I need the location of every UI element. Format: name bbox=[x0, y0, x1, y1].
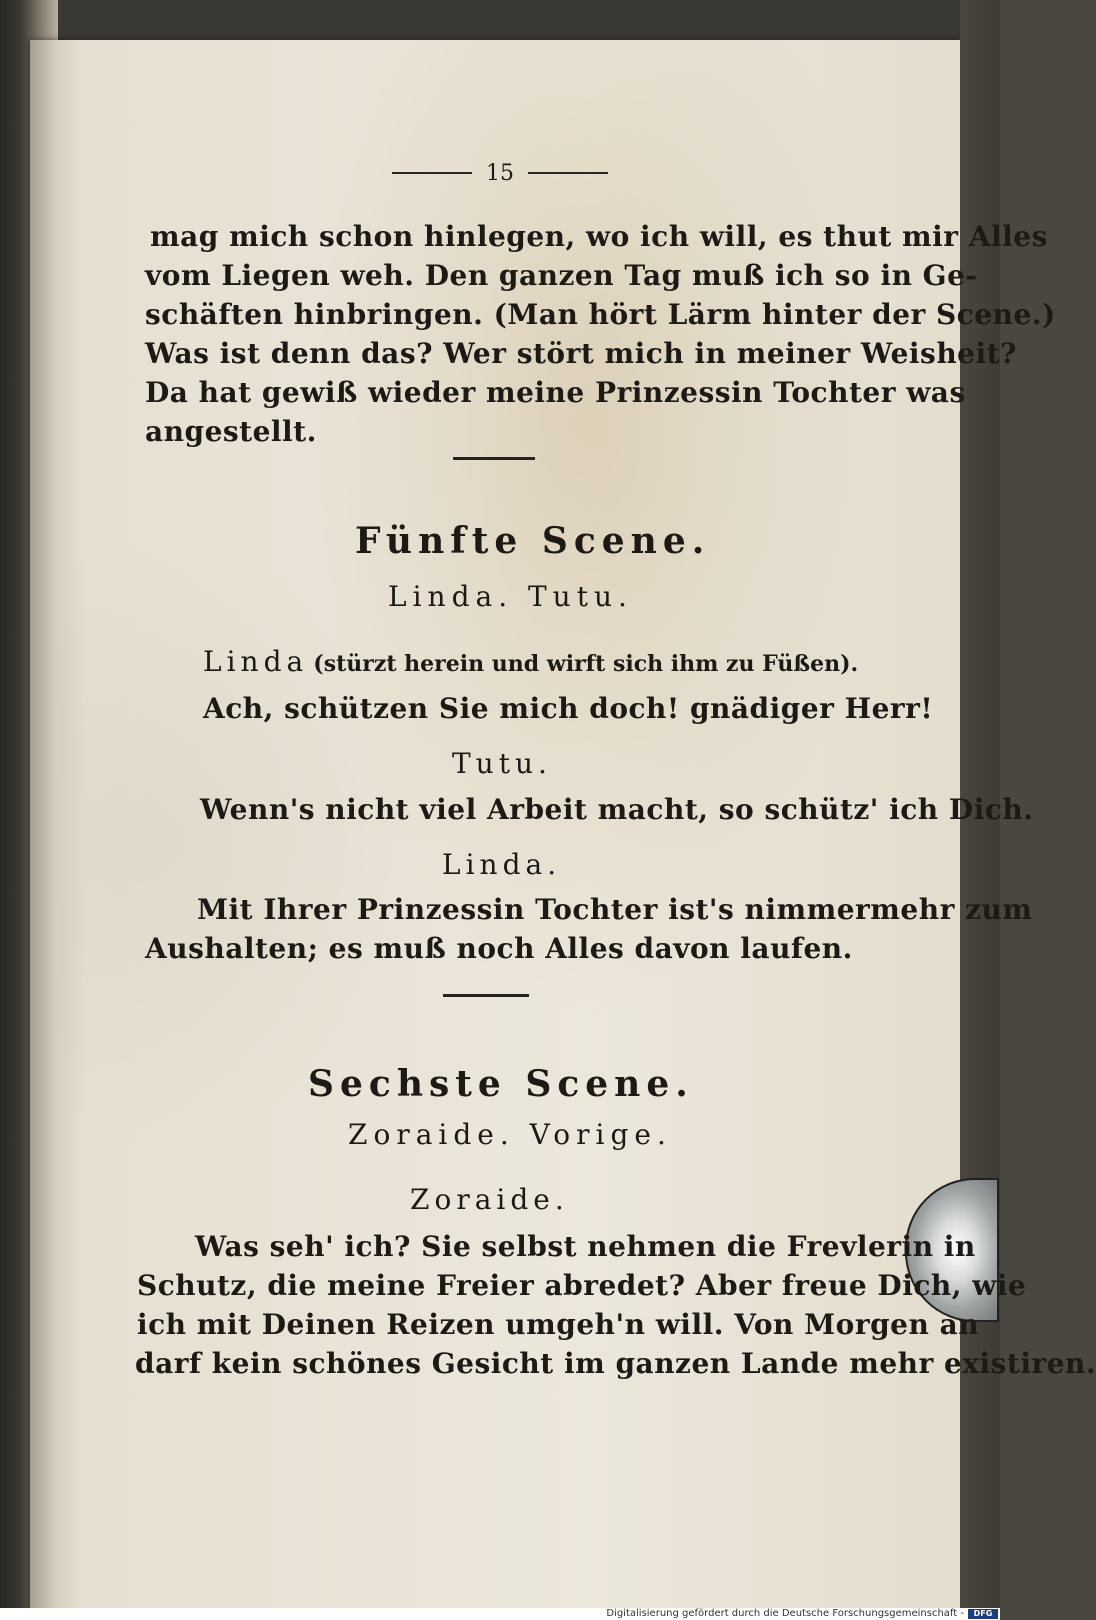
continuation-line-2: vom Liegen weh. Den ganzen Tag muß ich so in Ge- bbox=[145, 259, 978, 292]
header-rule-right bbox=[528, 172, 608, 174]
scene5-speaker-3: Linda. bbox=[442, 848, 562, 881]
scene6-line-1: Was seh' ich? Sie selbst nehmen die Frevlerin in bbox=[195, 1230, 976, 1263]
continuation-line-3: schäften hinbringen. (Man hört Lärm hinter der Scene.) bbox=[145, 298, 1056, 331]
scene5-speaker-1: Linda bbox=[203, 645, 309, 678]
continuation-line-4: Was ist denn das? Wer stört mich in meiner Weisheit? bbox=[145, 337, 1017, 370]
page-edge-shadow bbox=[30, 40, 56, 1610]
section-divider-1 bbox=[453, 457, 535, 460]
scene5-speaker-2: Tutu. bbox=[452, 747, 552, 780]
scene6-title: Sechste Scene. bbox=[308, 1063, 694, 1105]
scene6-line-3: ich mit Deinen Reizen umgeh'n will. Von Morgen an bbox=[137, 1308, 980, 1341]
scene6-characters: Zoraide. Vorige. bbox=[348, 1118, 672, 1151]
scene5-line-3a: Mit Ihrer Prinzessin Tochter ist's nimmermehr zum bbox=[197, 893, 1033, 926]
scene5-title: Fünfte Scene. bbox=[355, 520, 711, 562]
scene5-line-2: Wenn's nicht viel Arbeit macht, so schütz' ich Dich. bbox=[200, 793, 1034, 826]
page-number: 15 bbox=[486, 160, 514, 186]
scene5-stage-direction-1: (stürzt herein und wirft sich ihm zu Füßen). bbox=[313, 651, 859, 677]
scene5-line-1: Ach, schützen Sie mich doch! gnädiger Herr! bbox=[203, 692, 934, 725]
page-header bbox=[380, 158, 620, 188]
continuation-line-5: Da hat gewiß wieder meine Prinzessin Tochter was bbox=[145, 376, 966, 409]
scene5-speech-1-header bbox=[203, 645, 858, 678]
scene6-line-4: darf kein schönes Gesicht im ganzen Lande mehr existiren. bbox=[135, 1347, 1096, 1380]
scene6-speaker-1: Zoraide. bbox=[410, 1183, 569, 1216]
scene5-line-3b: Aushalten; es muß noch Alles davon laufen. bbox=[145, 932, 853, 965]
continuation-line-1: mag mich schon hinlegen, wo ich will, es thut mir Alles bbox=[150, 220, 1048, 253]
scene6-line-2: Schutz, die meine Freier abredet? Aber freue Dich, wie bbox=[137, 1269, 1027, 1302]
header-rule-left bbox=[392, 172, 472, 174]
section-divider-2 bbox=[443, 994, 529, 997]
dfg-logo-icon: DFG bbox=[968, 1609, 998, 1619]
footer-credit: Digitalisierung gefördert durch die Deutsche Forschungsgemeinschaft - bbox=[606, 1608, 964, 1619]
continuation-line-6: angestellt. bbox=[145, 415, 317, 448]
scene5-characters: Linda. Tutu. bbox=[388, 580, 633, 613]
